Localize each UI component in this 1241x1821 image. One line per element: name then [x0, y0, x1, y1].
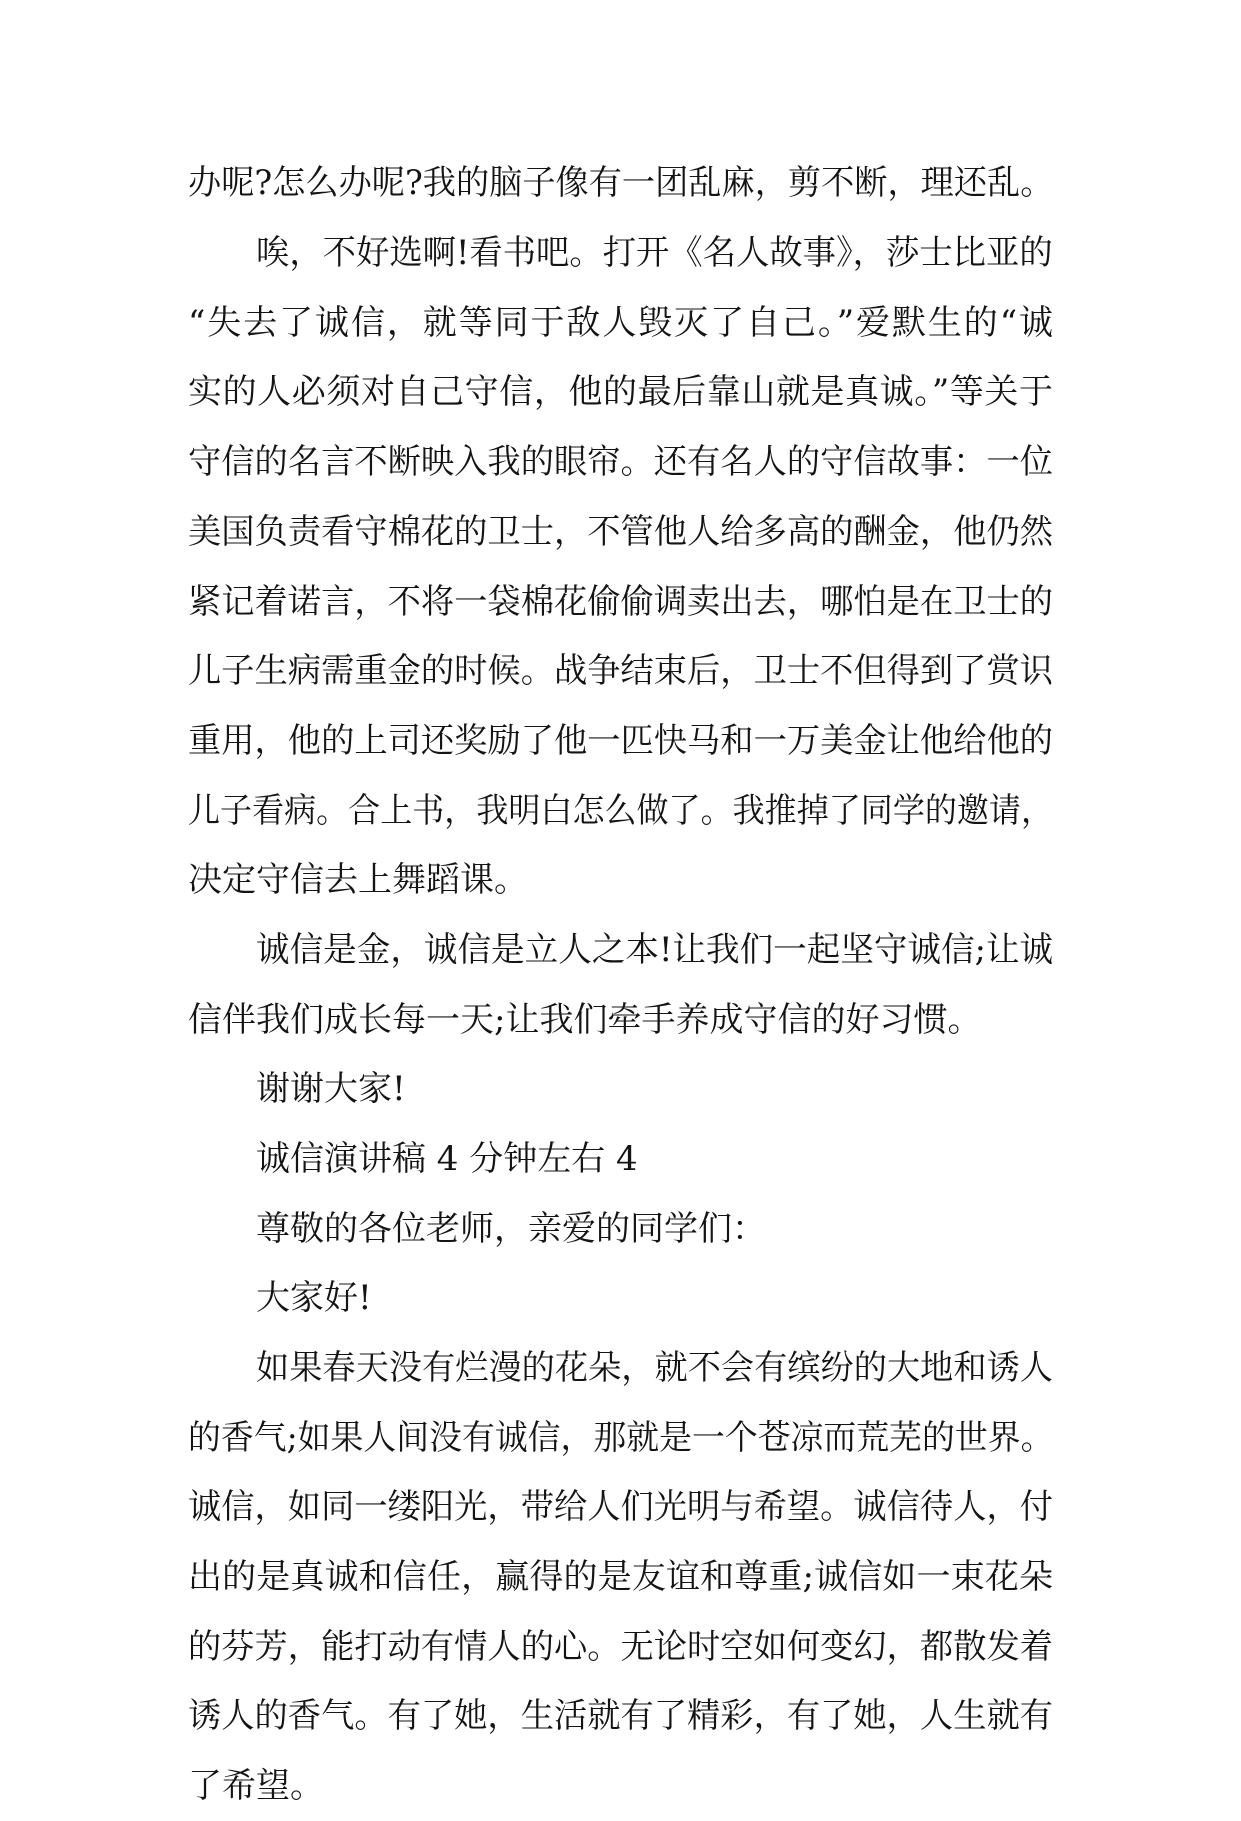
text-line — [0, 845, 1241, 915]
line-text: 的香气;如果人间没有诚信，那就是一个苍凉而荒芜的世界。 — [188, 1418, 1054, 1458]
text-line — [0, 218, 1241, 288]
text-line — [0, 1542, 1241, 1612]
line-text: 守信的名言不断映入我的眼帘。还有名人的守信故事：一位 — [188, 442, 1053, 482]
line-text: 如果春天没有烂漫的花朵，就不会有缤纷的大地和诱人 — [256, 1348, 1053, 1388]
text-line — [0, 357, 1241, 427]
line-text: 大家好! — [256, 1278, 372, 1318]
text-line — [0, 1054, 1241, 1124]
line-text: 谢谢大家! — [256, 1069, 406, 1109]
line-text: 儿子生病需重金的时候。战争结束后，卫士不但得到了赏识 — [188, 651, 1053, 691]
text-line — [0, 1194, 1241, 1264]
line-text: 尊敬的各位老师，亲爱的同学们： — [256, 1209, 766, 1249]
line-text: 诚信，如同一缕阳光，带给人们光明与希望。诚信待人，付 — [188, 1487, 1053, 1527]
text-line — [0, 1403, 1241, 1473]
text-line — [0, 497, 1241, 567]
line-text: 了希望。 — [188, 1766, 324, 1806]
text-line — [0, 288, 1241, 358]
line-text: 诚信演讲稿 4 分钟左右 4 — [256, 1139, 638, 1179]
line-text: 诱人的香气。有了她，生活就有了精彩，有了她，人生就有 — [188, 1696, 1053, 1736]
line-text: 决定守信去上舞蹈课。 — [188, 860, 528, 900]
text-line — [0, 915, 1241, 985]
text-line — [0, 985, 1241, 1055]
text-line — [0, 1681, 1241, 1751]
line-text: 出的是真诚和信任，赢得的是友谊和尊重;诚信如一束花朵 — [188, 1557, 1053, 1597]
line-text: 重用，他的上司还奖励了他一匹快马和一万美金让他给他的 — [188, 721, 1053, 761]
line-text: 诚信是金，诚信是立人之本!让我们一起坚守诚信;让诚 — [256, 930, 1054, 970]
line-text: 办呢?怎么办呢?我的脑子像有一团乱麻，剪不断，理还乱。 — [188, 163, 1054, 203]
text-line — [0, 427, 1241, 497]
line-text: 美国负责看守棉花的卫士，不管他人给多高的酬金，他仍然 — [188, 512, 1053, 552]
text-line — [0, 148, 1241, 218]
line-text: “失去了诚信，就等同于敌人毁灭了自己。”爱默生的“诚 — [188, 303, 1053, 343]
line-text: 紧记着诺言，不将一袋棉花偷偷调卖出去，哪怕是在卫士的 — [188, 582, 1053, 622]
line-text: 的芬芳，能打动有情人的心。无论时空如何变幻，都散发着 — [188, 1627, 1053, 1667]
text-line — [0, 1263, 1241, 1333]
text-line — [0, 1751, 1241, 1821]
text-line — [0, 776, 1241, 846]
text-line — [0, 1472, 1241, 1542]
text-line — [0, 1333, 1241, 1403]
line-text: 唉，不好选啊!看书吧。打开《名人故事》，莎士比亚的 — [256, 233, 1053, 273]
text-line — [0, 636, 1241, 706]
text-line — [0, 567, 1241, 637]
line-text: 信伴我们成长每一天;让我们牵手养成守信的好习惯。 — [188, 1000, 982, 1040]
line-text: 儿子看病。合上书，我明白怎么做了。我推掉了同学的邀请， — [188, 791, 1053, 831]
text-line — [0, 1124, 1241, 1194]
text-line — [0, 1612, 1241, 1682]
line-text: 实的人必须对自己守信，他的最后靠山就是真诚。”等关于 — [188, 372, 1053, 412]
text-line — [0, 706, 1241, 776]
